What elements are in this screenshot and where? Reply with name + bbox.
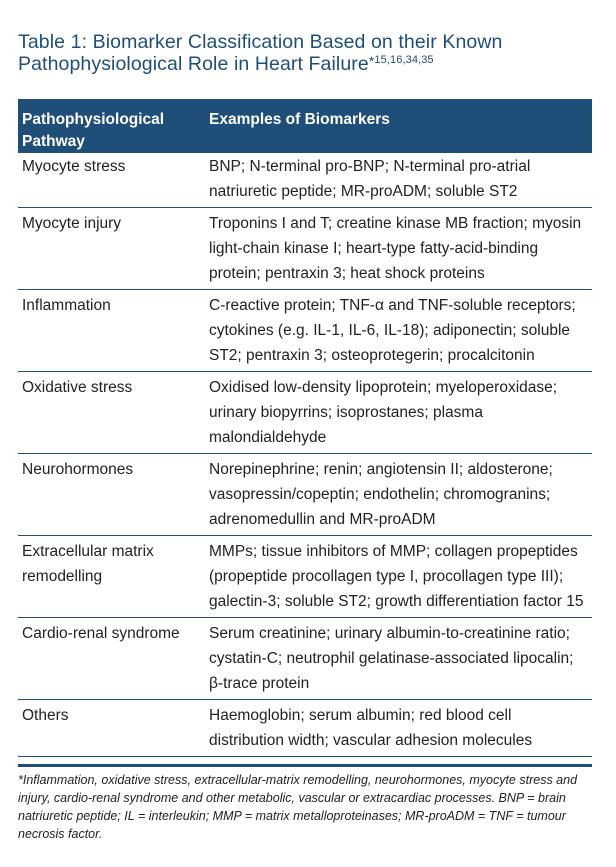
examples-cell: Serum creatinine; urinary albumin-to-creatinine ratio; cystatin-C; neutrophil gelatinase-associated lipocalin; β-trace protein bbox=[205, 618, 592, 700]
pathway-cell: Neurohormones bbox=[18, 454, 205, 536]
header-examples: Examples of Biomarkers bbox=[209, 111, 390, 128]
examples-cell: MMPs; tissue inhibitors of MMP; collagen propeptides (propeptide procollagen type I, procollagen type III); galectin-3; soluble ST2; growth differentiation factor 15 bbox=[205, 536, 592, 618]
pathway-cell: Oxidative stress bbox=[18, 372, 205, 454]
examples-cell: Troponins I and T; creatine kinase MB fraction; myosin light-chain kinase I; heart-type fatty-acid-binding protein; pentraxin 3; heat shock proteins bbox=[205, 208, 592, 290]
examples-cell: C-reactive protein; TNF-α and TNF-soluble receptors; cytokines (e.g. IL-1, IL-6, IL-18); adiponectin; soluble ST2; pentraxin 3; osteoprotegerin; procalcitonin bbox=[205, 290, 592, 372]
examples-cell: Norepinephrine; renin; angiotensin II; aldosterone; vasopressin/copeptin; endothelin; chromogranins; adrenomedullin and MR-proADM bbox=[205, 454, 592, 536]
biomarker-table bbox=[18, 99, 592, 757]
pathway-cell: Extracellular matrix remodelling bbox=[18, 536, 205, 618]
examples-cell: Haemoglobin; serum albumin; red blood cell distribution width; vascular adhesion molecules bbox=[205, 700, 592, 757]
title-references: 15,16,34,35 bbox=[374, 54, 434, 66]
header-pathway: Pathophysiological Pathway bbox=[22, 111, 165, 150]
table-row bbox=[18, 454, 592, 536]
pathway-cell: Inflammation bbox=[18, 290, 205, 372]
table-row bbox=[18, 618, 592, 700]
pathway-cell: Myocyte injury bbox=[18, 208, 205, 290]
table-header-row bbox=[18, 99, 592, 153]
pathway-cell: Cardio-renal syndrome bbox=[18, 618, 205, 700]
pathway-cell: Others bbox=[18, 700, 205, 757]
table-row bbox=[18, 208, 592, 290]
table-title bbox=[18, 31, 598, 75]
pathway-cell: Myocyte stress bbox=[18, 153, 205, 208]
table-row bbox=[18, 372, 592, 454]
table-row bbox=[18, 153, 592, 208]
table-title-line2: Pathophysiological Role in Heart Failure bbox=[18, 53, 369, 75]
examples-cell: Oxidised low-density lipoprotein; myeloperoxidase; urinary biopyrrins; isoprostanes; plasma malondialdehyde bbox=[205, 372, 592, 454]
title-asterisk: * bbox=[368, 53, 375, 69]
table-row bbox=[18, 700, 592, 757]
table-row bbox=[18, 290, 592, 372]
table-title-line1: Table 1: Biomarker Classification Based on their Known bbox=[18, 31, 503, 53]
table-footnote: *Inflammation, oxidative stress, extracellular-matrix remodelling, neurohormones, myocyte stress and injury, cardio-renal syndrome and other metabolic, vascular or extracardiac processes. BNP = brain natriuretic peptide; IL = interleukin; MMP = matrix metalloproteinases; MR-proADM = TNF = tumour necrosis factor. bbox=[18, 764, 592, 843]
examples-cell: BNP; N-terminal pro-BNP; N-terminal pro-atrial natriuretic peptide; MR-proADM; soluble ST2 bbox=[205, 153, 592, 208]
table-row bbox=[18, 536, 592, 618]
